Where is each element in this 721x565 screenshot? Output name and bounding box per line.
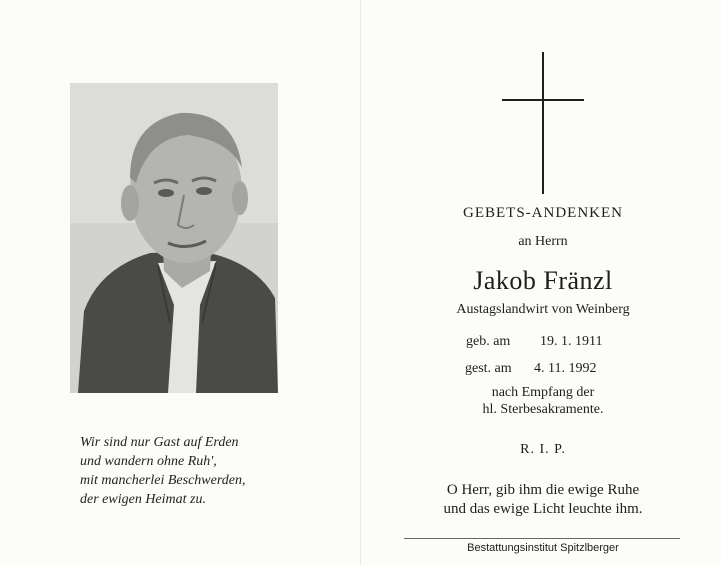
verse-line-1: Wir sind nur Gast auf Erden <box>80 435 239 450</box>
verse <box>80 433 340 509</box>
sacraments-line-1: nach Empfang der <box>491 385 595 400</box>
footer-divider <box>404 538 680 539</box>
rip-text: R. I. P. <box>520 442 566 457</box>
card-fold-line <box>360 0 361 565</box>
portrait-photo <box>70 83 278 393</box>
born-date: 19. 1. 1911 <box>540 334 603 349</box>
funeral-home-text: Bestattungsinstitut Spitzlberger <box>467 542 619 554</box>
verse-line-2: und wandern ohne Ruh', <box>80 454 217 469</box>
an-herrn-text: an Herrn <box>518 234 568 249</box>
died-date: 4. 11. 1992 <box>534 361 597 376</box>
verse-line-4: der ewigen Heimat zu. <box>80 492 206 507</box>
card-heading: GEBETS-ANDENKEN <box>463 205 623 221</box>
died-label: gest. am <box>465 361 512 376</box>
cross-icon <box>502 52 584 194</box>
prayer-line-1: O Herr, gib ihm die ewige Ruhe <box>446 482 640 498</box>
prayer-line-2: und das ewige Licht leuchte ihm. <box>443 501 643 517</box>
sacraments-line-2: hl. Sterbesakramente. <box>482 402 604 417</box>
deceased-name: Jakob Fränzl <box>473 266 613 295</box>
verse-line-3: mit mancherlei Beschwerden, <box>80 473 246 488</box>
born-label: geb. am <box>466 334 511 349</box>
occupation-text: Austagslandwirt von Weinberg <box>456 302 630 317</box>
